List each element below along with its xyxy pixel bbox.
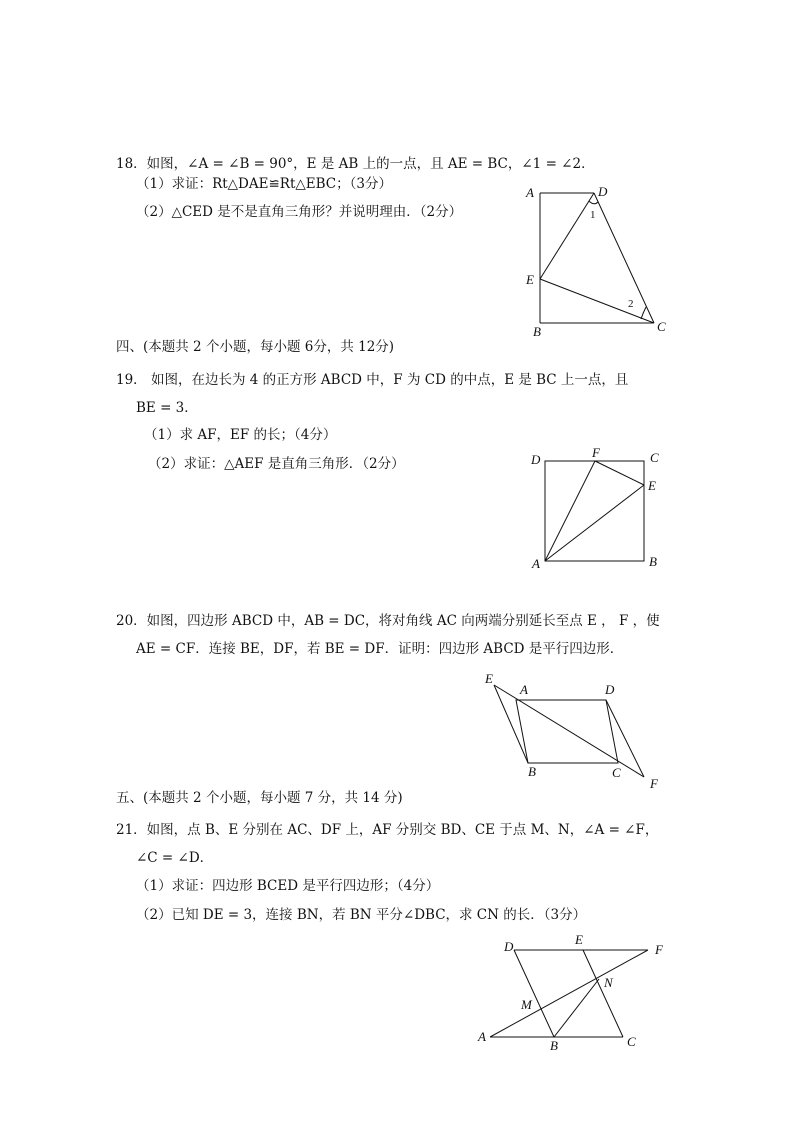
q19-segment-FE: [595, 461, 644, 485]
q20-label-E: E: [485, 671, 493, 686]
q21-label-M: M: [521, 997, 532, 1012]
q20-label-F: F: [650, 776, 658, 791]
q21-segment-DB: [514, 950, 554, 1037]
q19-stem-line2: BE = 3．: [136, 400, 198, 416]
q21-label-D: D: [504, 939, 514, 954]
q20-label-D: D: [605, 682, 615, 697]
q18-label-angle2: 2: [628, 298, 634, 310]
q20-label-C: C: [612, 765, 621, 780]
q18-label-C: C: [657, 319, 666, 334]
q18-part1: （1）求证：Rt△DAE≌Rt△EBC；（3分）: [136, 176, 392, 192]
q20-label-B: B: [528, 764, 536, 779]
q18-label-B: B: [533, 324, 541, 339]
q19-label-F: F: [592, 445, 600, 460]
q20-figure: [478, 670, 668, 795]
q18-angle1-arc: [589, 201, 598, 204]
q21-segment-AF: [490, 950, 648, 1037]
q18-part2: （2）△CED 是不是直角三角形？并说明理由．（2分）: [136, 204, 463, 220]
q21-label-E: E: [575, 932, 583, 947]
q21-figure: [470, 932, 680, 1054]
q18-label-E: E: [526, 272, 534, 287]
q19-label-D: D: [531, 452, 541, 467]
q20-stem-line2: AE = CF．连接 BE，DF，若 BE = DF．证明：四边形 ABCD 是平行四边形．: [136, 641, 624, 657]
q19-segment-AE: [545, 485, 644, 561]
q19-figure: [525, 445, 675, 576]
q21-label-B: B: [550, 1038, 558, 1053]
q18-angle2-arc: [641, 307, 646, 319]
q21-part1: （1）求证：四边形 BCED 是平行四边形；（4分）: [136, 878, 440, 894]
q19-part2: （2）求证：△AEF 是直角三角形．（2分）: [148, 456, 405, 472]
q20-stem-line1: 20．如图，四边形 ABCD 中，AB = DC，将对角线 AC 向两端分别延长至点 E ， F ，使: [116, 613, 660, 629]
q18-stem: 18．如图，∠A = ∠B = 90°，E 是 AB 上的一点，且 AE = BC，∠1 = ∠2．: [116, 156, 595, 172]
q19-part1: （1）求 AF，EF 的长；（4分）: [144, 427, 337, 443]
q21-segment-EC: [583, 950, 623, 1037]
section-4-heading: 四、(本题共 2 个小题，每小题 6分，共 12分): [116, 339, 395, 355]
q18-label-D: D: [598, 184, 608, 199]
q19-segment-AF: [545, 461, 595, 561]
q18-label-angle1: 1: [590, 209, 596, 221]
q19-label-E: E: [648, 478, 656, 493]
q18-label-A: A: [526, 185, 534, 200]
q21-label-A: A: [478, 1029, 486, 1044]
q19-stem-line1: 19． 如图，在边长为 4 的正方形 ABCD 中，F 为 CD 的中点，E 是 BC 上一点，且: [116, 372, 629, 388]
q19-square-ABCD: [545, 461, 644, 561]
q21-label-C: C: [627, 1034, 636, 1049]
q20-label-A: A: [520, 682, 528, 697]
q21-part2: （2）已知 DE = 3，连接 BN，若 BN 平分∠DBC，求 CN 的长．（3分）: [136, 907, 587, 923]
q19-label-A: A: [532, 556, 540, 571]
q21-stem-line2: ∠C = ∠D．: [136, 850, 214, 866]
q18-segment-DE: [540, 193, 594, 279]
section-5-heading: 五、(本题共 2 个小题，每小题 7 分，共 14 分): [116, 790, 403, 806]
q20-parallelogram-ABCD: [516, 700, 618, 763]
q21-label-N: N: [604, 975, 613, 990]
q19-label-C: C: [650, 450, 659, 465]
q21-label-F: F: [655, 942, 663, 957]
q21-segment-BN: [554, 979, 599, 1037]
q19-label-B: B: [649, 554, 657, 569]
q18-figure: [520, 183, 680, 343]
q21-stem-line1: 21．如图，点 B、E 分别在 AC、DF 上，AF 分别交 BD、CE 于点 M、N，∠A = ∠F，: [116, 822, 659, 838]
